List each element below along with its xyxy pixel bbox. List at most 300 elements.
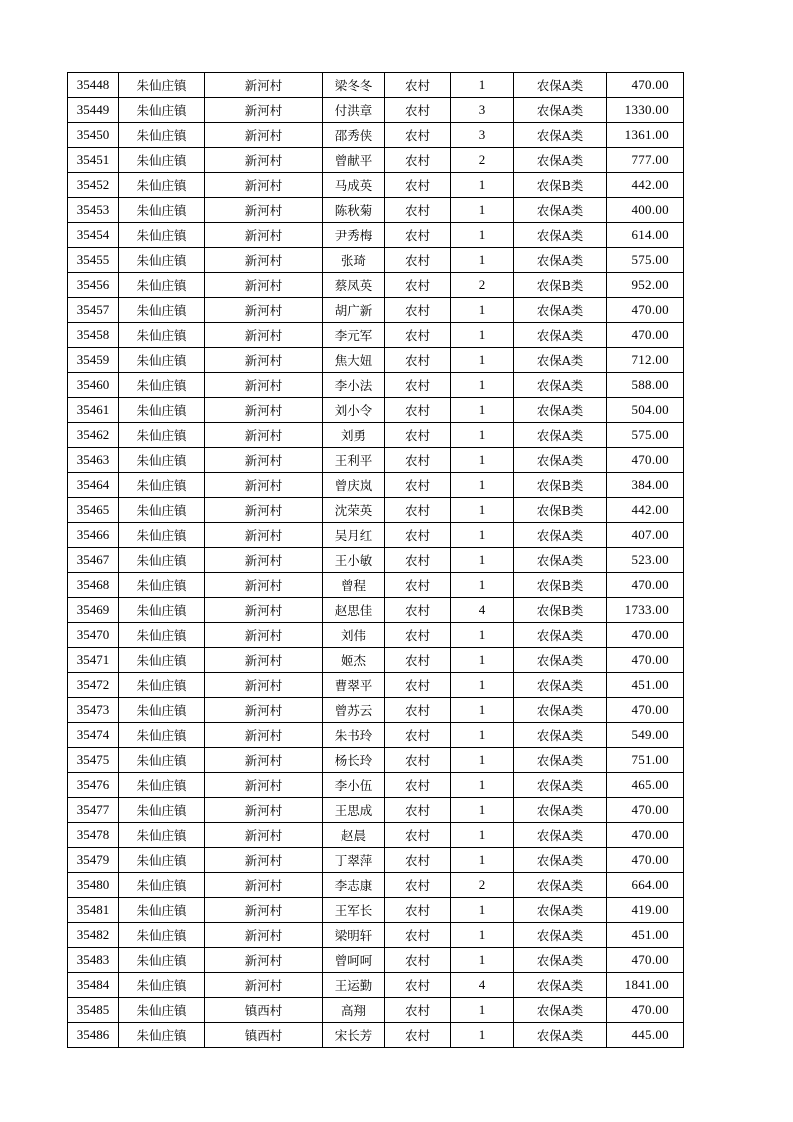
village-cell: 新河村 — [205, 148, 323, 173]
household-size-cell: 1 — [451, 673, 514, 698]
name-cell: 赵晨 — [323, 823, 385, 848]
amount-cell: 523.00 — [607, 548, 684, 573]
household-size-cell: 1 — [451, 298, 514, 323]
town-cell: 朱仙庄镇 — [119, 923, 205, 948]
name-cell: 曾献平 — [323, 148, 385, 173]
town-cell: 朱仙庄镇 — [119, 623, 205, 648]
record-id-cell: 35461 — [68, 398, 119, 423]
household-size-cell: 1 — [451, 573, 514, 598]
amount-cell: 451.00 — [607, 923, 684, 948]
record-id-cell: 35454 — [68, 223, 119, 248]
amount-cell: 442.00 — [607, 498, 684, 523]
record-id-cell: 35456 — [68, 273, 119, 298]
household-size-cell: 1 — [451, 373, 514, 398]
name-cell: 杨长玲 — [323, 748, 385, 773]
name-cell: 王运勤 — [323, 973, 385, 998]
amount-cell: 470.00 — [607, 298, 684, 323]
village-cell: 新河村 — [205, 323, 323, 348]
household-size-cell: 1 — [451, 398, 514, 423]
table-row — [68, 398, 684, 423]
village-cell: 新河村 — [205, 73, 323, 98]
amount-cell: 1841.00 — [607, 973, 684, 998]
town-cell: 朱仙庄镇 — [119, 373, 205, 398]
name-cell: 陈秋菊 — [323, 198, 385, 223]
amount-cell: 470.00 — [607, 698, 684, 723]
town-cell: 朱仙庄镇 — [119, 198, 205, 223]
record-id-cell: 35459 — [68, 348, 119, 373]
household-size-cell: 1 — [451, 923, 514, 948]
name-cell: 吴月红 — [323, 523, 385, 548]
name-cell: 宋长芳 — [323, 1023, 385, 1048]
household-size-cell: 4 — [451, 973, 514, 998]
record-id-cell: 35465 — [68, 498, 119, 523]
name-cell: 刘伟 — [323, 623, 385, 648]
amount-cell: 470.00 — [607, 848, 684, 873]
area-type-cell: 农村 — [385, 673, 451, 698]
area-type-cell: 农村 — [385, 348, 451, 373]
area-type-cell: 农村 — [385, 298, 451, 323]
amount-cell: 470.00 — [607, 948, 684, 973]
household-size-cell: 1 — [451, 798, 514, 823]
record-id-cell: 35466 — [68, 523, 119, 548]
area-type-cell: 农村 — [385, 473, 451, 498]
village-cell: 新河村 — [205, 423, 323, 448]
household-size-cell: 1 — [451, 773, 514, 798]
village-cell: 新河村 — [205, 748, 323, 773]
record-id-cell: 35484 — [68, 973, 119, 998]
village-cell: 新河村 — [205, 173, 323, 198]
name-cell: 刘勇 — [323, 423, 385, 448]
record-id-cell: 35453 — [68, 198, 119, 223]
village-cell: 新河村 — [205, 673, 323, 698]
town-cell: 朱仙庄镇 — [119, 673, 205, 698]
town-cell: 朱仙庄镇 — [119, 748, 205, 773]
category-cell: 农保A类 — [514, 398, 607, 423]
record-id-cell: 35462 — [68, 423, 119, 448]
record-id-cell: 35482 — [68, 923, 119, 948]
name-cell: 李小法 — [323, 373, 385, 398]
category-cell: 农保A类 — [514, 448, 607, 473]
household-size-cell: 2 — [451, 273, 514, 298]
record-id-cell: 35463 — [68, 448, 119, 473]
name-cell: 沈荣英 — [323, 498, 385, 523]
record-id-cell: 35483 — [68, 948, 119, 973]
name-cell: 焦大妞 — [323, 348, 385, 373]
village-cell: 新河村 — [205, 898, 323, 923]
area-type-cell: 农村 — [385, 723, 451, 748]
table-row — [68, 773, 684, 798]
table-row — [68, 798, 684, 823]
table-row — [68, 98, 684, 123]
town-cell: 朱仙庄镇 — [119, 123, 205, 148]
category-cell: 农保A类 — [514, 198, 607, 223]
area-type-cell: 农村 — [385, 773, 451, 798]
record-id-cell: 35455 — [68, 248, 119, 273]
village-cell: 新河村 — [205, 873, 323, 898]
record-id-cell: 35449 — [68, 98, 119, 123]
area-type-cell: 农村 — [385, 923, 451, 948]
assistance-roster-sheet — [67, 72, 684, 1048]
category-cell: 农保A类 — [514, 873, 607, 898]
village-cell: 新河村 — [205, 298, 323, 323]
village-cell: 新河村 — [205, 248, 323, 273]
category-cell: 农保A类 — [514, 848, 607, 873]
name-cell: 李志康 — [323, 873, 385, 898]
table-row — [68, 123, 684, 148]
amount-cell: 407.00 — [607, 523, 684, 548]
table-row — [68, 323, 684, 348]
area-type-cell: 农村 — [385, 798, 451, 823]
category-cell: 农保A类 — [514, 123, 607, 148]
category-cell: 农保B类 — [514, 598, 607, 623]
village-cell: 镇西村 — [205, 998, 323, 1023]
record-id-cell: 35470 — [68, 623, 119, 648]
amount-cell: 470.00 — [607, 573, 684, 598]
village-cell: 新河村 — [205, 448, 323, 473]
village-cell: 镇西村 — [205, 1023, 323, 1048]
town-cell: 朱仙庄镇 — [119, 948, 205, 973]
village-cell: 新河村 — [205, 848, 323, 873]
town-cell: 朱仙庄镇 — [119, 548, 205, 573]
village-cell: 新河村 — [205, 473, 323, 498]
record-id-cell: 35450 — [68, 123, 119, 148]
town-cell: 朱仙庄镇 — [119, 498, 205, 523]
category-cell: 农保A类 — [514, 298, 607, 323]
amount-cell: 952.00 — [607, 273, 684, 298]
household-size-cell: 1 — [451, 423, 514, 448]
town-cell: 朱仙庄镇 — [119, 98, 205, 123]
category-cell: 农保A类 — [514, 1023, 607, 1048]
category-cell: 农保A类 — [514, 223, 607, 248]
category-cell: 农保B类 — [514, 173, 607, 198]
amount-cell: 470.00 — [607, 823, 684, 848]
household-size-cell: 2 — [451, 873, 514, 898]
household-size-cell: 1 — [451, 223, 514, 248]
town-cell: 朱仙庄镇 — [119, 798, 205, 823]
table-row — [68, 648, 684, 673]
amount-cell: 712.00 — [607, 348, 684, 373]
table-row — [68, 73, 684, 98]
town-cell: 朱仙庄镇 — [119, 423, 205, 448]
table-row — [68, 873, 684, 898]
village-cell: 新河村 — [205, 623, 323, 648]
category-cell: 农保A类 — [514, 548, 607, 573]
amount-cell: 575.00 — [607, 248, 684, 273]
household-size-cell: 1 — [451, 748, 514, 773]
category-cell: 农保A类 — [514, 623, 607, 648]
table-row — [68, 723, 684, 748]
town-cell: 朱仙庄镇 — [119, 148, 205, 173]
record-id-cell: 35464 — [68, 473, 119, 498]
village-cell: 新河村 — [205, 98, 323, 123]
category-cell: 农保A类 — [514, 348, 607, 373]
village-cell: 新河村 — [205, 698, 323, 723]
area-type-cell: 农村 — [385, 598, 451, 623]
area-type-cell: 农村 — [385, 948, 451, 973]
area-type-cell: 农村 — [385, 173, 451, 198]
category-cell: 农保A类 — [514, 73, 607, 98]
amount-cell: 384.00 — [607, 473, 684, 498]
assistance-roster-table — [67, 72, 684, 1048]
table-row — [68, 523, 684, 548]
amount-cell: 470.00 — [607, 448, 684, 473]
town-cell: 朱仙庄镇 — [119, 273, 205, 298]
name-cell: 赵思佳 — [323, 598, 385, 623]
amount-cell: 614.00 — [607, 223, 684, 248]
village-cell: 新河村 — [205, 523, 323, 548]
area-type-cell: 农村 — [385, 148, 451, 173]
name-cell: 曾庆岚 — [323, 473, 385, 498]
category-cell: 农保A类 — [514, 148, 607, 173]
amount-cell: 1361.00 — [607, 123, 684, 148]
name-cell: 尹秀梅 — [323, 223, 385, 248]
town-cell: 朱仙庄镇 — [119, 698, 205, 723]
household-size-cell: 1 — [451, 348, 514, 373]
amount-cell: 504.00 — [607, 398, 684, 423]
name-cell: 蔡凤英 — [323, 273, 385, 298]
town-cell: 朱仙庄镇 — [119, 173, 205, 198]
household-size-cell: 1 — [451, 823, 514, 848]
village-cell: 新河村 — [205, 498, 323, 523]
record-id-cell: 35474 — [68, 723, 119, 748]
category-cell: 农保A类 — [514, 973, 607, 998]
category-cell: 农保A类 — [514, 923, 607, 948]
area-type-cell: 农村 — [385, 648, 451, 673]
record-id-cell: 35480 — [68, 873, 119, 898]
record-id-cell: 35448 — [68, 73, 119, 98]
area-type-cell: 农村 — [385, 998, 451, 1023]
category-cell: 农保A类 — [514, 98, 607, 123]
town-cell: 朱仙庄镇 — [119, 573, 205, 598]
amount-cell: 470.00 — [607, 798, 684, 823]
village-cell: 新河村 — [205, 723, 323, 748]
town-cell: 朱仙庄镇 — [119, 973, 205, 998]
household-size-cell: 1 — [451, 73, 514, 98]
category-cell: 农保B类 — [514, 573, 607, 598]
amount-cell: 465.00 — [607, 773, 684, 798]
category-cell: 农保A类 — [514, 773, 607, 798]
category-cell: 农保B类 — [514, 273, 607, 298]
category-cell: 农保A类 — [514, 373, 607, 398]
village-cell: 新河村 — [205, 923, 323, 948]
table-row — [68, 298, 684, 323]
table-row — [68, 998, 684, 1023]
name-cell: 李小伍 — [323, 773, 385, 798]
record-id-cell: 35458 — [68, 323, 119, 348]
area-type-cell: 农村 — [385, 523, 451, 548]
town-cell: 朱仙庄镇 — [119, 648, 205, 673]
household-size-cell: 1 — [451, 448, 514, 473]
household-size-cell: 1 — [451, 1023, 514, 1048]
town-cell: 朱仙庄镇 — [119, 73, 205, 98]
area-type-cell: 农村 — [385, 398, 451, 423]
record-id-cell: 35481 — [68, 898, 119, 923]
household-size-cell: 3 — [451, 123, 514, 148]
area-type-cell: 农村 — [385, 823, 451, 848]
village-cell: 新河村 — [205, 373, 323, 398]
name-cell: 胡广新 — [323, 298, 385, 323]
town-cell: 朱仙庄镇 — [119, 398, 205, 423]
record-id-cell: 35472 — [68, 673, 119, 698]
village-cell: 新河村 — [205, 573, 323, 598]
name-cell: 高翔 — [323, 998, 385, 1023]
name-cell: 王利平 — [323, 448, 385, 473]
village-cell: 新河村 — [205, 798, 323, 823]
town-cell: 朱仙庄镇 — [119, 448, 205, 473]
category-cell: 农保A类 — [514, 673, 607, 698]
table-row — [68, 623, 684, 648]
household-size-cell: 1 — [451, 648, 514, 673]
household-size-cell: 1 — [451, 548, 514, 573]
table-row — [68, 698, 684, 723]
town-cell: 朱仙庄镇 — [119, 898, 205, 923]
category-cell: 农保B类 — [514, 498, 607, 523]
name-cell: 付洪章 — [323, 98, 385, 123]
name-cell: 曹翠平 — [323, 673, 385, 698]
amount-cell: 1330.00 — [607, 98, 684, 123]
town-cell: 朱仙庄镇 — [119, 348, 205, 373]
table-row — [68, 148, 684, 173]
category-cell: 农保A类 — [514, 948, 607, 973]
record-id-cell: 35477 — [68, 798, 119, 823]
table-row — [68, 848, 684, 873]
name-cell: 张琦 — [323, 248, 385, 273]
amount-cell: 442.00 — [607, 173, 684, 198]
name-cell: 王小敏 — [323, 548, 385, 573]
town-cell: 朱仙庄镇 — [119, 323, 205, 348]
area-type-cell: 农村 — [385, 273, 451, 298]
area-type-cell: 农村 — [385, 323, 451, 348]
town-cell: 朱仙庄镇 — [119, 1023, 205, 1048]
name-cell: 曾呵呵 — [323, 948, 385, 973]
area-type-cell: 农村 — [385, 848, 451, 873]
record-id-cell: 35457 — [68, 298, 119, 323]
village-cell: 新河村 — [205, 823, 323, 848]
area-type-cell: 农村 — [385, 98, 451, 123]
town-cell: 朱仙庄镇 — [119, 523, 205, 548]
table-body — [68, 73, 684, 1048]
town-cell: 朱仙庄镇 — [119, 998, 205, 1023]
name-cell: 李元军 — [323, 323, 385, 348]
village-cell: 新河村 — [205, 123, 323, 148]
amount-cell: 575.00 — [607, 423, 684, 448]
table-row — [68, 673, 684, 698]
household-size-cell: 1 — [451, 998, 514, 1023]
record-id-cell: 35471 — [68, 648, 119, 673]
name-cell: 梁明轩 — [323, 923, 385, 948]
record-id-cell: 35475 — [68, 748, 119, 773]
amount-cell: 470.00 — [607, 323, 684, 348]
household-size-cell: 1 — [451, 698, 514, 723]
area-type-cell: 农村 — [385, 973, 451, 998]
table-row — [68, 473, 684, 498]
name-cell: 丁翠萍 — [323, 848, 385, 873]
village-cell: 新河村 — [205, 223, 323, 248]
town-cell: 朱仙庄镇 — [119, 723, 205, 748]
table-row — [68, 448, 684, 473]
amount-cell: 445.00 — [607, 1023, 684, 1048]
area-type-cell: 农村 — [385, 748, 451, 773]
name-cell: 邵秀侠 — [323, 123, 385, 148]
category-cell: 农保A类 — [514, 998, 607, 1023]
village-cell: 新河村 — [205, 398, 323, 423]
area-type-cell: 农村 — [385, 873, 451, 898]
category-cell: 农保A类 — [514, 323, 607, 348]
area-type-cell: 农村 — [385, 423, 451, 448]
record-id-cell: 35486 — [68, 1023, 119, 1048]
name-cell: 姬杰 — [323, 648, 385, 673]
record-id-cell: 35460 — [68, 373, 119, 398]
table-row — [68, 573, 684, 598]
village-cell: 新河村 — [205, 598, 323, 623]
category-cell: 农保A类 — [514, 423, 607, 448]
household-size-cell: 1 — [451, 498, 514, 523]
area-type-cell: 农村 — [385, 448, 451, 473]
area-type-cell: 农村 — [385, 498, 451, 523]
name-cell: 朱书玲 — [323, 723, 385, 748]
area-type-cell: 农村 — [385, 373, 451, 398]
record-id-cell: 35473 — [68, 698, 119, 723]
area-type-cell: 农村 — [385, 198, 451, 223]
category-cell: 农保A类 — [514, 723, 607, 748]
name-cell: 马成英 — [323, 173, 385, 198]
town-cell: 朱仙庄镇 — [119, 848, 205, 873]
household-size-cell: 1 — [451, 948, 514, 973]
table-row — [68, 973, 684, 998]
amount-cell: 400.00 — [607, 198, 684, 223]
table-row — [68, 548, 684, 573]
household-size-cell: 4 — [451, 598, 514, 623]
area-type-cell: 农村 — [385, 898, 451, 923]
record-id-cell: 35478 — [68, 823, 119, 848]
table-row — [68, 223, 684, 248]
table-row — [68, 1023, 684, 1048]
table-row — [68, 248, 684, 273]
amount-cell: 470.00 — [607, 623, 684, 648]
name-cell: 曾苏云 — [323, 698, 385, 723]
village-cell: 新河村 — [205, 773, 323, 798]
household-size-cell: 1 — [451, 173, 514, 198]
household-size-cell: 1 — [451, 848, 514, 873]
household-size-cell: 1 — [451, 623, 514, 648]
amount-cell: 419.00 — [607, 898, 684, 923]
category-cell: 农保A类 — [514, 798, 607, 823]
household-size-cell: 1 — [451, 323, 514, 348]
category-cell: 农保A类 — [514, 823, 607, 848]
table-row — [68, 198, 684, 223]
village-cell: 新河村 — [205, 273, 323, 298]
household-size-cell: 1 — [451, 248, 514, 273]
amount-cell: 751.00 — [607, 748, 684, 773]
household-size-cell: 1 — [451, 523, 514, 548]
town-cell: 朱仙庄镇 — [119, 873, 205, 898]
area-type-cell: 农村 — [385, 223, 451, 248]
table-row — [68, 373, 684, 398]
category-cell: 农保A类 — [514, 698, 607, 723]
household-size-cell: 2 — [451, 148, 514, 173]
village-cell: 新河村 — [205, 648, 323, 673]
table-row — [68, 498, 684, 523]
area-type-cell: 农村 — [385, 123, 451, 148]
area-type-cell: 农村 — [385, 698, 451, 723]
village-cell: 新河村 — [205, 198, 323, 223]
table-row — [68, 898, 684, 923]
table-row — [68, 948, 684, 973]
village-cell: 新河村 — [205, 973, 323, 998]
category-cell: 农保A类 — [514, 523, 607, 548]
amount-cell: 470.00 — [607, 648, 684, 673]
category-cell: 农保A类 — [514, 248, 607, 273]
